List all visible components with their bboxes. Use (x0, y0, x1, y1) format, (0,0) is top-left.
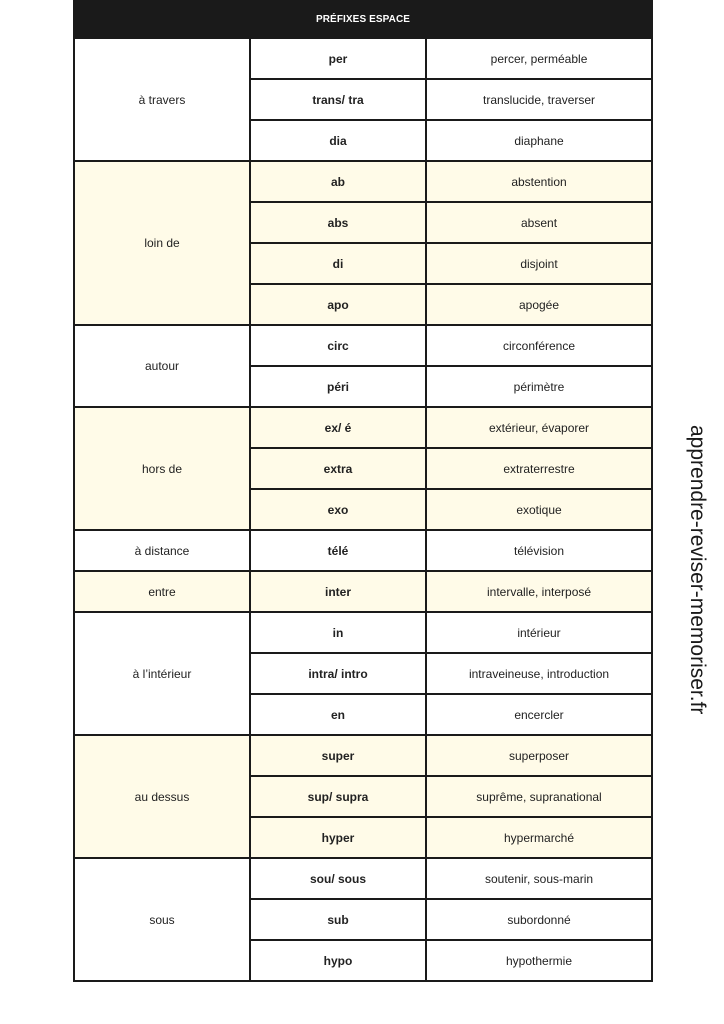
table-header-row (74, 1, 652, 38)
meaning-cell: sous (74, 858, 250, 981)
example-cell: périmètre (426, 366, 652, 407)
meaning-cell: à travers (74, 38, 250, 161)
prefix-sheet (73, 0, 651, 982)
prefixes-table (73, 0, 653, 982)
prefix-cell: sup/ supra (250, 776, 426, 817)
example-cell: circonférence (426, 325, 652, 366)
table-row (74, 530, 652, 571)
prefix-cell: en (250, 694, 426, 735)
prefix-cell: ab (250, 161, 426, 202)
table-row (74, 735, 652, 776)
meaning-cell: à distance (74, 530, 250, 571)
example-cell: abstention (426, 161, 652, 202)
example-cell: soutenir, sous-marin (426, 858, 652, 899)
example-cell: encercler (426, 694, 652, 735)
meaning-cell: loin de (74, 161, 250, 325)
example-cell: subordonné (426, 899, 652, 940)
table-row (74, 161, 652, 202)
site-watermark: apprendre-reviser-memoriser.fr (686, 425, 709, 715)
example-cell: percer, perméable (426, 38, 652, 79)
meaning-cell: au dessus (74, 735, 250, 858)
prefix-cell: inter (250, 571, 426, 612)
table-row (74, 38, 652, 79)
prefix-cell: super (250, 735, 426, 776)
example-cell: extérieur, évaporer (426, 407, 652, 448)
prefix-cell: per (250, 38, 426, 79)
example-cell: disjoint (426, 243, 652, 284)
example-cell: extraterrestre (426, 448, 652, 489)
prefix-cell: dia (250, 120, 426, 161)
table-row (74, 612, 652, 653)
example-cell: hypothermie (426, 940, 652, 981)
prefix-cell: hyper (250, 817, 426, 858)
example-cell: translucide, traverser (426, 79, 652, 120)
example-cell: télévision (426, 530, 652, 571)
meaning-cell: à l’intérieur (74, 612, 250, 735)
example-cell: intraveineuse, introduction (426, 653, 652, 694)
table-row (74, 571, 652, 612)
prefix-cell: circ (250, 325, 426, 366)
prefix-cell: intra/ intro (250, 653, 426, 694)
meaning-cell: hors de (74, 407, 250, 530)
example-cell: exotique (426, 489, 652, 530)
prefix-cell: extra (250, 448, 426, 489)
table-body (74, 38, 652, 981)
table-row (74, 325, 652, 366)
prefix-cell: apo (250, 284, 426, 325)
prefix-cell: ex/ é (250, 407, 426, 448)
table-row (74, 858, 652, 899)
example-cell: absent (426, 202, 652, 243)
meaning-cell: autour (74, 325, 250, 407)
prefix-cell: in (250, 612, 426, 653)
example-cell: intervalle, interposé (426, 571, 652, 612)
example-cell: suprême, supranational (426, 776, 652, 817)
prefix-cell: sub (250, 899, 426, 940)
prefix-cell: sou/ sous (250, 858, 426, 899)
prefix-cell: trans/ tra (250, 79, 426, 120)
prefix-cell: péri (250, 366, 426, 407)
example-cell: intérieur (426, 612, 652, 653)
prefix-cell: abs (250, 202, 426, 243)
meaning-cell: entre (74, 571, 250, 612)
prefix-cell: hypo (250, 940, 426, 981)
example-cell: superposer (426, 735, 652, 776)
example-cell: apogée (426, 284, 652, 325)
prefix-cell: di (250, 243, 426, 284)
table-row (74, 407, 652, 448)
example-cell: hypermarché (426, 817, 652, 858)
prefix-cell: télé (250, 530, 426, 571)
example-cell: diaphane (426, 120, 652, 161)
table-title: PRÉFIXES ESPACE (74, 1, 652, 38)
prefix-cell: exo (250, 489, 426, 530)
